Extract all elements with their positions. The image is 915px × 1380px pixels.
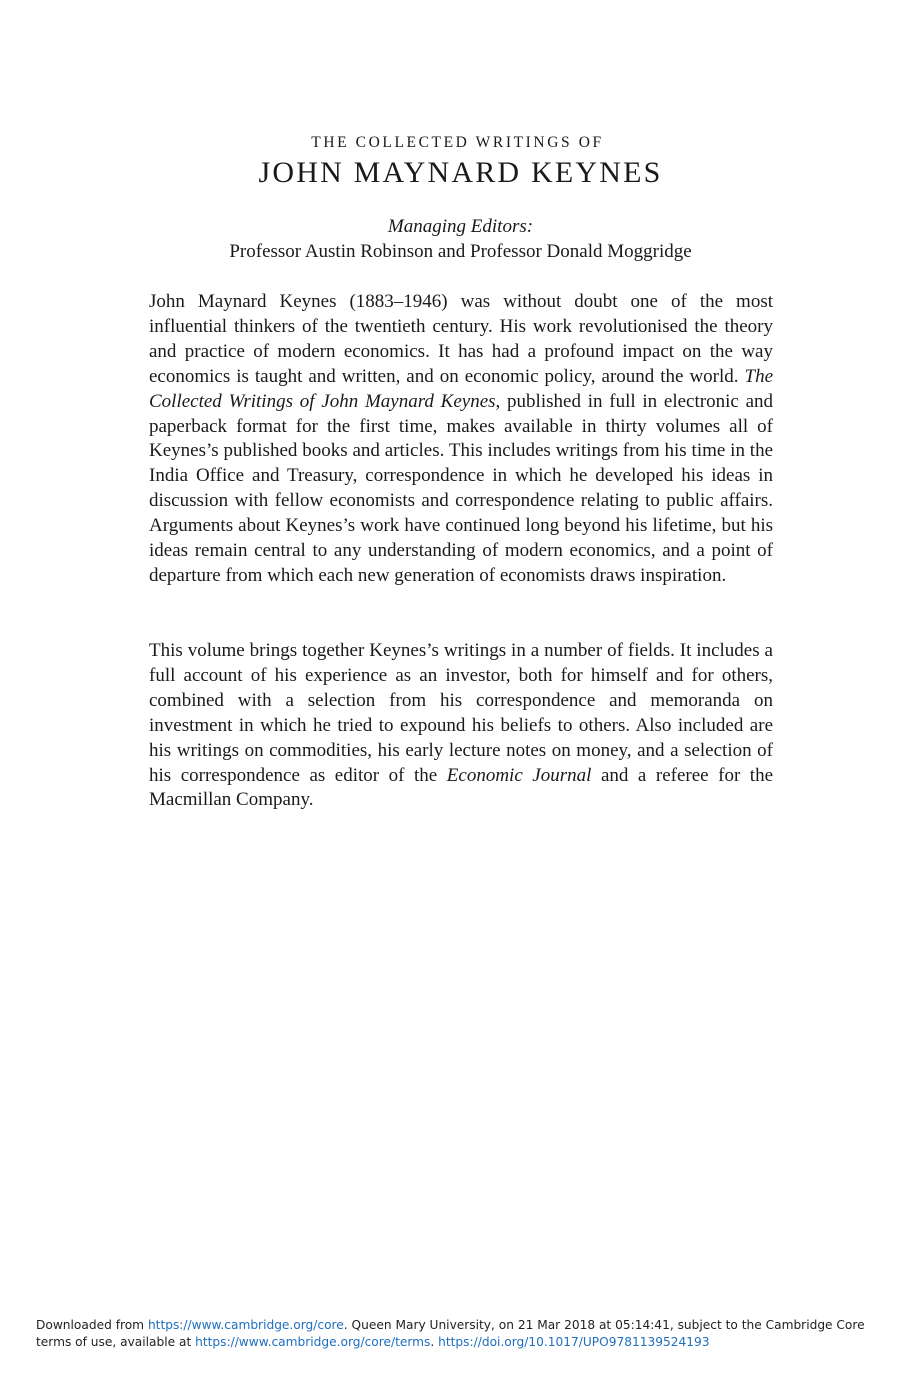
author-title: JOHN MAYNARD KEYNES	[258, 156, 663, 189]
doi-link[interactable]: https://doi.org/10.1017/UPO9781139524193	[438, 1335, 710, 1349]
managing-editors-names: Professor Austin Robinson and Professor Donald Moggridge	[229, 241, 692, 262]
cambridge-terms-link[interactable]: https://www.cambridge.org/core/terms	[195, 1335, 431, 1349]
series-title: THE COLLECTED WRITINGS OF	[311, 134, 604, 151]
volume-description-paragraph	[149, 639, 773, 813]
managing-editors-label: Managing Editors:	[387, 216, 534, 237]
paragraph-text: and a referee for the Macmillan Company.	[149, 764, 774, 811]
cambridge-core-link[interactable]: https://www.cambridge.org/core	[147, 1318, 344, 1332]
paragraph-text: , published in full in electronic and paperback format for the first time, makes available in thirty volumes all of Keynes’s published books and articles. This includes writings from his time in the India Office and Treasury, correspondence in which he developed his ideas in discussion with fellow economists and correspondence relating to public affairs. Arguments about Keynes’s work have continued long beyond his lifetime, but his ideas remain central to any understanding of modern economics, and a point of departure from which each new generation of economists draws inspiration.	[149, 390, 774, 586]
footer-text: . Queen Mary University, on 21 Mar 2018 at 05:14:41, subject to the Cambridge Core terms of use, available at	[36, 1318, 865, 1349]
paragraph-text: This volume brings together Keynes’s writings in a number of fields. It includes a full account of his experience as an investor, both for himself and for others, combined with a selection from his correspondence and memoranda on investment in which he tried to expound his beliefs to others. Also included are his writings on commodities, his early lecture notes on money, and a selection of his correspondence as editor of the	[149, 640, 773, 786]
series-description-paragraph	[149, 290, 773, 589]
footer-text: .	[430, 1335, 439, 1349]
download-notice	[36, 1317, 886, 1351]
footer-text: Downloaded from	[36, 1318, 148, 1332]
collected-writings-title: The Collected Writings of John Maynard Keynes	[149, 365, 773, 412]
paragraph-text: John Maynard Keynes (1883–1946) was without doubt one of the most influential thinkers of the twentieth century. His work revolutionised the theory and practice of modern economics. It has had a profound impact on the way economics is taught and written, and on economic policy, around the world.	[149, 291, 773, 387]
economic-journal-title: Economic Journal	[446, 764, 592, 786]
